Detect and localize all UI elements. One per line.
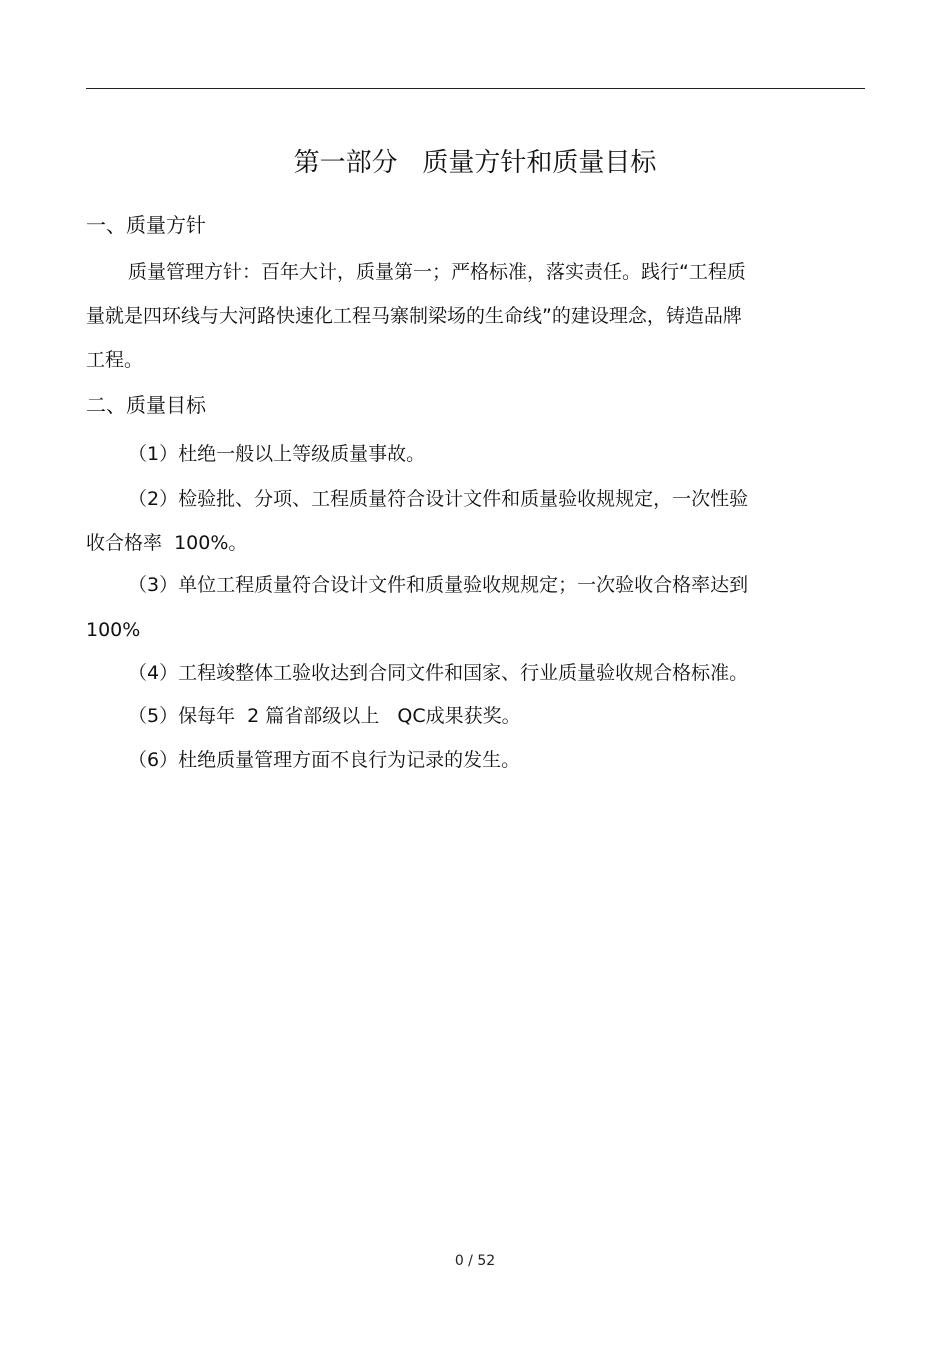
- goal-item-4: （4）工程竣整体工验收达到合同文件和国家、行业质量验收规合格标准。: [128, 662, 749, 684]
- section-heading-quality-policy: 一、质量方针: [86, 213, 206, 237]
- goal-item-2: （2）检验批、分项、工程质量符合设计文件和质量验收规规定，一次性验: [128, 488, 749, 510]
- page-number: 0 / 52: [454, 1253, 496, 1269]
- goal-item-5: （5）保每年 2 篇省部级以上 QC成果获奖。: [128, 705, 521, 727]
- page-title: 第一部分 质量方针和质量目标: [293, 148, 657, 178]
- policy-paragraph-line: 质量管理方针：百年大计，质量第一；严格标准，落实责任。践行“工程质: [128, 261, 746, 283]
- header-rule: [86, 88, 865, 89]
- section-heading-quality-goals: 二、质量目标: [86, 393, 206, 417]
- goal-item-3-continued: 100%: [86, 619, 141, 641]
- goal-item-1: （1）杜绝一般以上等级质量事故。: [128, 443, 426, 465]
- goal-item-2-continued: 收合格率 100%。: [86, 532, 248, 554]
- goal-item-6: （6）杜绝质量管理方面不良行为记录的发生。: [128, 749, 521, 771]
- policy-paragraph-line: 工程。: [86, 349, 144, 371]
- goal-item-3: （3）单位工程质量符合设计文件和质量验收规规定；一次验收合格率达到: [128, 574, 749, 596]
- policy-paragraph-line: 量就是四环线与大河路快速化工程马寨制梁场的生命线”的建设理念，铸造品牌: [86, 305, 742, 327]
